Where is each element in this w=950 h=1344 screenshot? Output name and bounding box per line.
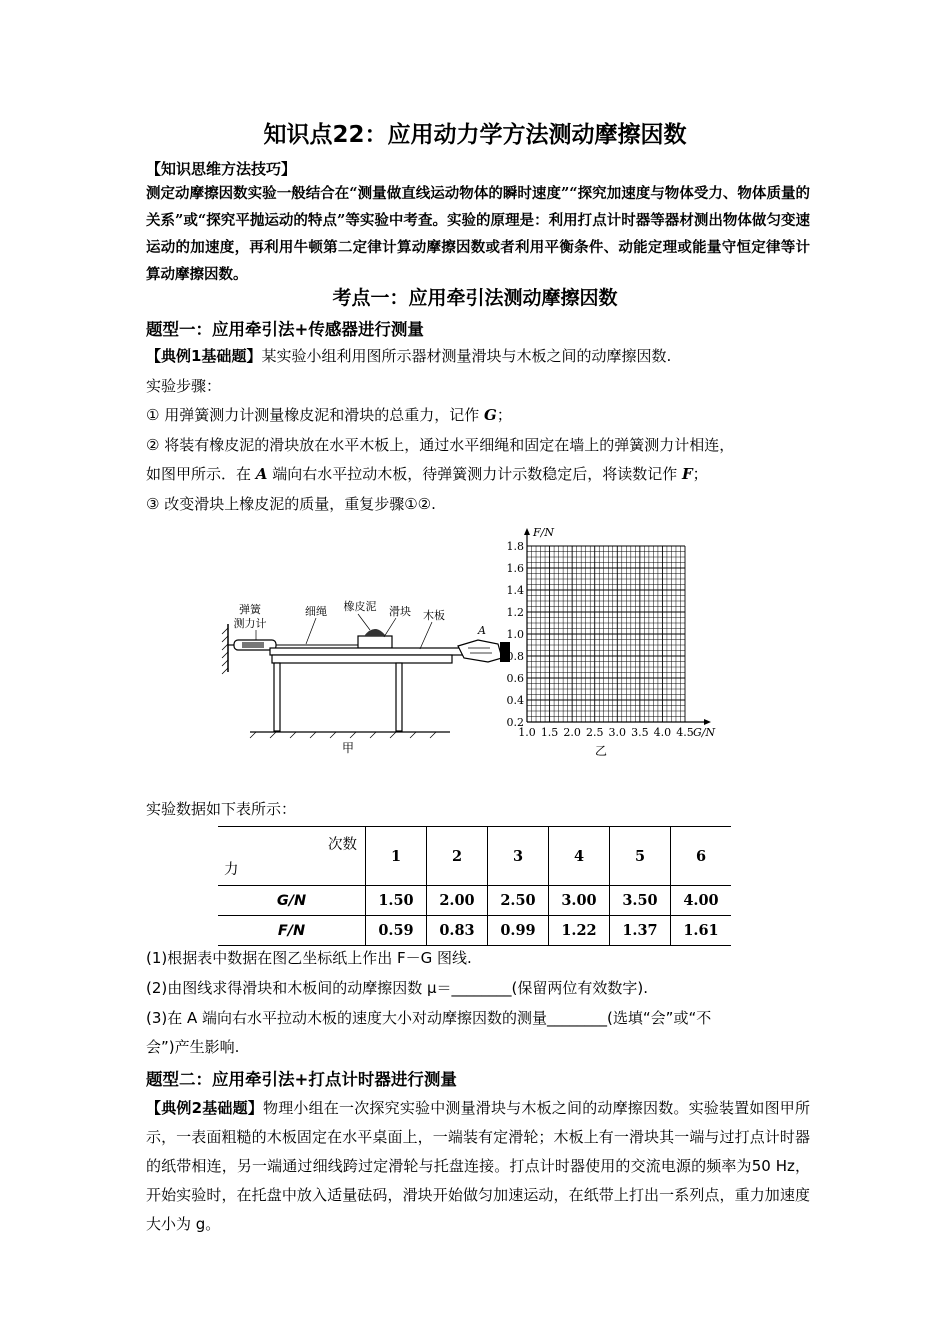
question-type-1-heading: 题型一：应用牵引法+传感器进行测量 [146, 320, 424, 339]
corner-bottom-label: 力 [224, 862, 239, 878]
key-point-1-heading: 考点一：应用牵引法测动摩擦因数 [332, 287, 618, 309]
y-tick-label: 1.4 [506, 584, 524, 597]
step-1-end: ； [496, 406, 512, 424]
table-cell: 0.83 [427, 916, 488, 946]
table-cell: 2.50 [488, 886, 549, 916]
table-cell: 1.37 [610, 916, 671, 946]
example-1-line [146, 345, 671, 366]
wall-hatching [222, 628, 228, 674]
row-label: F/N [218, 916, 366, 946]
grid-chart [507, 526, 716, 739]
example-2-paragraph [146, 1094, 810, 1239]
intro-paragraph [146, 180, 810, 288]
method-heading: 【知识思维方法技巧】 [146, 160, 297, 178]
floor-hatching [250, 732, 436, 738]
x-tick-label: 2.0 [563, 726, 581, 739]
table-cell: 1.50 [366, 886, 427, 916]
y-tick-label: 0.8 [506, 650, 524, 663]
y-axis-label: F/N [533, 526, 554, 539]
label-rope: 细绳 [305, 605, 327, 618]
page-title: 知识点22：应用动力学方法测动摩擦因数 [263, 122, 687, 148]
question-2: (2)由图线求得滑块和木板间的动摩擦因数 μ＝________(保留两位有效数字). [146, 979, 649, 997]
table-cell: 1.61 [671, 916, 732, 946]
label-clay: 橡皮泥 [343, 600, 377, 613]
steps-label: 实验步骤： [146, 377, 222, 395]
table-top [272, 655, 452, 663]
y-tick-label: 0.6 [506, 672, 524, 685]
y-axis-arrow [524, 528, 530, 535]
table-cell: 0.59 [366, 916, 427, 946]
x-axis-arrow [704, 719, 711, 725]
label-jia: 甲 [341, 741, 355, 755]
table-header-row [218, 827, 731, 886]
question-3-line-2: 会”)产生影响. [146, 1038, 240, 1056]
block-shape [358, 636, 392, 648]
y-tick-label: 1.0 [506, 628, 524, 641]
y-tick-label: 0.4 [506, 694, 524, 707]
label-board: 木板 [423, 609, 445, 622]
step-2-line-2 [146, 463, 708, 484]
step-2-part-3: ； [692, 465, 708, 483]
table-corner-cell [218, 827, 366, 886]
hand-shape [458, 640, 502, 662]
table-cell: 0.99 [488, 916, 549, 946]
clay-shape [364, 629, 386, 636]
table-cell: 2.00 [427, 886, 488, 916]
table-leg-left [274, 663, 280, 731]
example-2-text [146, 1094, 810, 1239]
label-block: 滑块 [389, 605, 411, 618]
x-tick-label: 3.0 [608, 726, 627, 739]
x-tick-label: 4.5 [676, 726, 694, 739]
label-spring-1: 弹簧 [239, 603, 261, 616]
label-a: A [478, 624, 486, 637]
col-header: 1 [366, 827, 427, 886]
x-axis-label: G/N [693, 726, 716, 739]
table-intro: 实验数据如下表所示： [146, 800, 297, 818]
label-spring-2: 测力计 [233, 617, 267, 630]
step-2-var-a: A [255, 465, 268, 483]
table-cell: 1.22 [549, 916, 610, 946]
example-2-body: 物理小组在一次探究实验中测量滑块与木板之间的动摩擦因数。实验装置如图甲所示，一表面粗糙的木板固定在水平桌面上，一端装有定滑轮；木板上有一滑块其一端与过打点计时器的纸带相连，另一端通过细线跨过定滑轮与托盘连接。打点计时器使用的交流电源的频率为50 Hz，开始实验时，在托盘中放入适量砝码，滑块开始做匀加速运动，在纸带上打出一系列点，重力加速度大小为 g。 [146, 1099, 810, 1233]
x-tick-label: 2.5 [585, 726, 604, 739]
label-yi: 乙 [594, 744, 608, 758]
table-row-f [218, 916, 731, 946]
col-header: 3 [488, 827, 549, 886]
intro-text: 测定动摩擦因数实验一般结合在“测量做直线运动物体的瞬时速度”“探究加速度与物体受力、物体质量的关系”或“探究平抛运动的特点”等实验中考查。实验的原理是：利用打点计时器等器材测出物体做匀变速运动的加速度，再利用牛顿第二定律计算动摩擦因数或者利用平衡条件、动能定理或能量守恒定律等计算动摩擦因数。 [146, 185, 810, 283]
experiment-figure [220, 522, 730, 762]
example-1-text: 某实验小组利用图所示器材测量滑块与木板之间的动摩擦因数. [261, 347, 672, 365]
table-cell: 3.50 [610, 886, 671, 916]
y-tick-label: 1.2 [506, 606, 524, 619]
col-header: 5 [610, 827, 671, 886]
y-tick-label: 0.2 [506, 716, 524, 729]
col-header: 4 [549, 827, 610, 886]
question-type-2-heading: 题型二：应用牵引法+打点计时器进行测量 [146, 1070, 457, 1089]
step-1-var: G [484, 406, 497, 424]
example-1-tag: 【典例1基础题】 [146, 347, 262, 365]
spring-scale-core [242, 642, 264, 648]
question-1: (1)根据表中数据在图乙坐标纸上作出 F－G 图线. [146, 949, 472, 967]
x-tick-label: 1.0 [518, 726, 536, 739]
y-tick-label: 1.8 [506, 540, 524, 553]
x-tick-label: 4.0 [653, 726, 672, 739]
step-2-line-1: ② 将装有橡皮泥的滑块放在水平木板上，通过水平细绳和固定在墙上的弹簧测力计相连， [146, 436, 735, 454]
corner-top-label: 次数 [328, 837, 357, 853]
x-tick-label: 1.5 [540, 726, 559, 739]
table-cell: 4.00 [671, 886, 732, 916]
y-tick-label: 1.6 [506, 562, 524, 575]
data-table [218, 826, 731, 946]
apparatus-diagram [222, 599, 510, 755]
table-leg-right [396, 663, 402, 731]
example-2-tag: 【典例2基础题】 [146, 1099, 264, 1117]
row-label: G/N [218, 886, 366, 916]
col-header: 6 [671, 827, 732, 886]
table-row-g [218, 886, 731, 916]
step-2-var-f: F [681, 465, 693, 483]
step-3: ③ 改变滑块上橡皮泥的质量，重复步骤①②. [146, 495, 436, 513]
col-header: 2 [427, 827, 488, 886]
x-tick-label: 3.5 [631, 726, 649, 739]
step-2-part-2: 端向右水平拉动木板，待弹簧测力计示数稳定后，将读数记作 [267, 465, 682, 483]
step-2-part-1: 如图甲所示．在 [146, 465, 256, 483]
question-3-line-1: (3)在 A 端向右水平拉动木板的速度大小对动摩擦因数的测量________(选填“会”或“不 [146, 1009, 712, 1027]
table-cell: 3.00 [549, 886, 610, 916]
board-shape [270, 648, 466, 655]
step-1-text: ① 用弹簧测力计测量橡皮泥和滑块的总重力，记作 [146, 406, 484, 424]
step-1 [146, 404, 512, 425]
